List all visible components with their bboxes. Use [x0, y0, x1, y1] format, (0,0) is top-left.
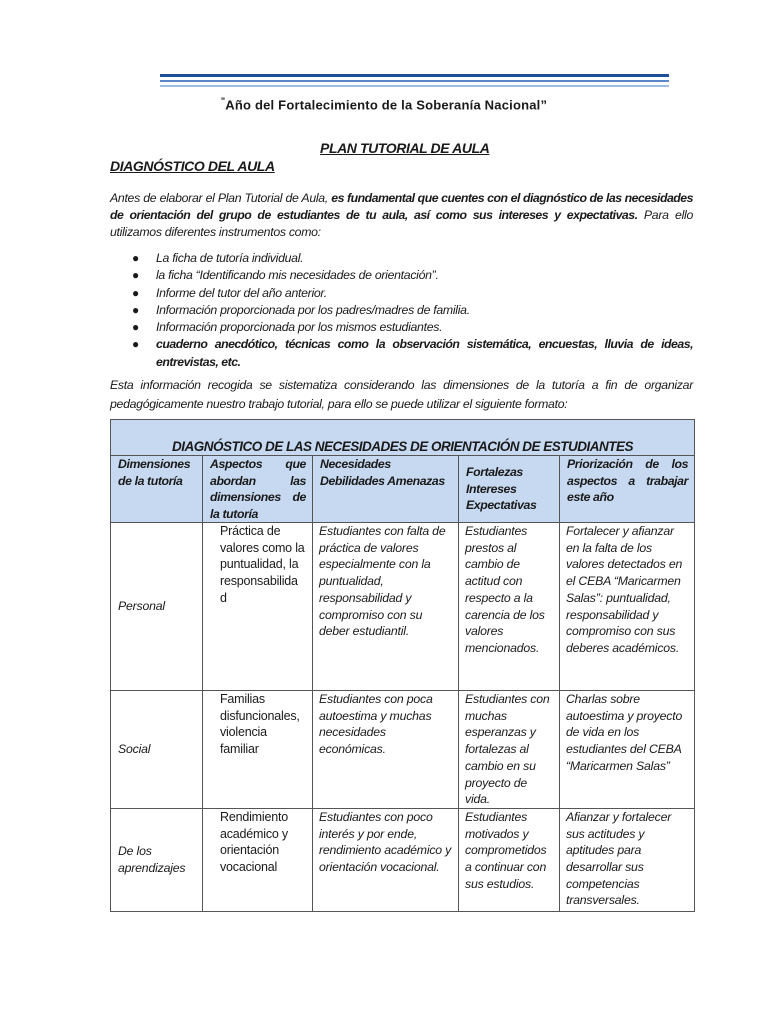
header-aspects: Aspectos que abordan las dimensiones de la tutoría	[203, 456, 313, 523]
header-strengths: Fortalezas Intereses Expectativas	[459, 456, 560, 523]
diagnosis-title: DIAGNÓSTICO DEL AULA	[110, 158, 275, 174]
motto-text: Año del Fortalecimiento de la Soberanía Nacional”	[225, 97, 548, 113]
list-item	[110, 302, 693, 319]
list-item	[110, 250, 693, 267]
header-needs: Necesidades Debilidades Amenazas	[313, 456, 459, 523]
motto-open-quote: "	[220, 96, 226, 106]
cell-needs: Estudiantes con poco interés y por ende, rendimiento académico y orientación vocacional.	[313, 808, 459, 911]
list-item	[110, 285, 693, 302]
list-item-text: cuaderno anecdótico, técnicas como la observación sistemática, encuestas, lluvia de ideas, entrevistas, etc.	[156, 337, 693, 369]
bullet-icon: ●	[132, 268, 139, 283]
cell-needs: Estudiantes con falta de práctica de valores especialmente con la puntualidad, responsabilidad y compromiso con su deber estudiantil.	[313, 523, 459, 691]
table-header-row	[111, 456, 695, 523]
bullet-icon: ●	[132, 302, 139, 317]
header-dimensions: Dimensiones de la tutoría	[111, 456, 203, 523]
cell-needs: Estudiantes con poca autoestima y muchas necesidades económicas.	[313, 691, 459, 809]
bullet-icon: ●	[132, 285, 139, 300]
bullet-icon: ●	[132, 320, 139, 335]
list-item	[110, 267, 693, 284]
list-item-text: La ficha de tutoría individual.	[156, 251, 304, 265]
list-item-text: Información proporcionada por los padres/madres de familia.	[156, 302, 470, 317]
national-year-motto	[0, 96, 768, 112]
diagnosis-table	[110, 419, 695, 912]
cell-aspect: Rendimiento académico y orientación vocacional	[203, 808, 313, 911]
list-item-text: la ficha “Identificando mis necesidades de orientación”.	[156, 268, 439, 283]
bullet-icon: ●	[132, 251, 139, 265]
outro-paragraph: Esta información recogida se sistematiza considerando las dimensiones de la tutoría a fin de organizar pedagógicamente nuestro trabajo tutorial, para ello se puede utilizar el siguiente formato:	[110, 378, 693, 411]
list-item-text: Informe del tutor del año anterior.	[156, 285, 327, 300]
header-priority: Priorización de los aspectos a trabajar este año	[560, 456, 695, 523]
cell-strengths: Estudiantes motivados y comprometidos a continuar con sus estudios.	[459, 808, 560, 911]
intro-paragraph	[110, 190, 693, 241]
cell-dimension: De los aprendizajes	[111, 808, 203, 911]
list-item	[110, 319, 693, 336]
plan-title: PLAN TUTORIAL DE AULA	[320, 140, 490, 156]
cell-priority: Charlas sobre autoestima y proyecto de vida en los estudiantes del CEBA “Maricarmen Salas”	[560, 691, 695, 809]
cell-aspect: Práctica de valores como la puntualidad, la responsabilida d	[203, 523, 313, 691]
intro-lead: Antes de elaborar el Plan Tutorial de Aula,	[110, 191, 332, 205]
cell-priority: Fortalecer y afianzar en la falta de los valores detectados en el CEBA “Maricarmen Salas”: puntualidad, responsabilidad y compromiso con sus deberes académicos.	[560, 523, 695, 691]
cell-aspect: Familias disfuncionales, violencia familiar	[203, 691, 313, 809]
cell-priority: Afianzar y fortalecer sus actitudes y aptitudes para desarrollar sus competencias transversales.	[560, 808, 695, 911]
table-row	[111, 808, 695, 911]
cell-dimension: Social	[111, 691, 203, 809]
header-rule	[160, 74, 669, 87]
table-row	[111, 523, 695, 691]
cell-strengths: Estudiantes prestos al cambio de actitud con respecto a la carencia de los valores mencionados.	[459, 523, 560, 691]
list-item-text: Información proporcionada por los mismos estudiantes.	[156, 320, 443, 335]
instrument-list	[110, 250, 693, 371]
list-item	[110, 336, 693, 371]
bullet-icon: ●	[132, 337, 139, 352]
table-row	[111, 691, 695, 809]
cell-dimension: Personal	[111, 523, 203, 691]
intro-tail: Para ello utilizamos diferentes instrumentos como:	[110, 208, 694, 239]
cell-strengths: Estudiantes con muchas esperanzas y fortalezas al cambio en su proyecto de vida.	[459, 691, 560, 809]
intro-bold: es fundamental que cuentes con el diagnóstico de las necesidades de orientación del grupo de estudiantes de tu aula, así como sus intereses y expectativas.	[110, 191, 693, 222]
table-title: DIAGNÓSTICO DE LAS NECESIDADES DE ORIENTACIÓN DE ESTUDIANTES	[111, 420, 695, 456]
